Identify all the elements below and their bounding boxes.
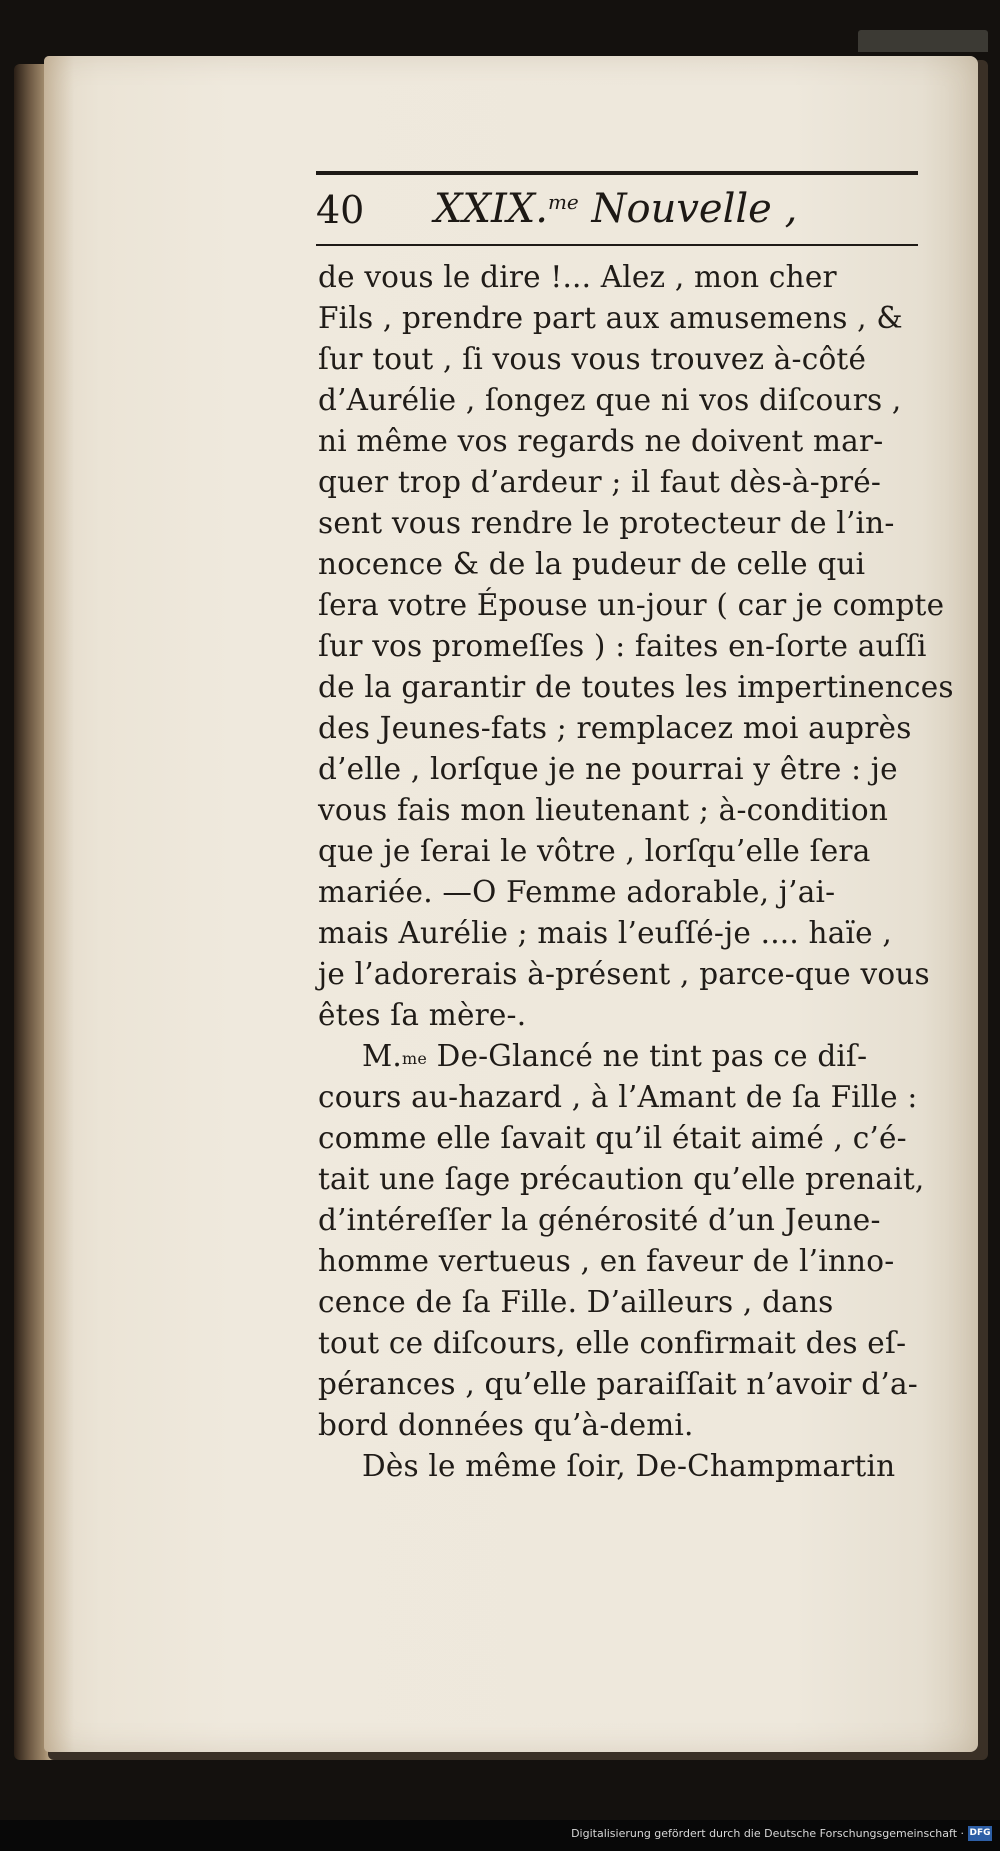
text-line: de vous le dire !... Alez , mon cher xyxy=(318,260,837,294)
text-line: mais Aurélie ; mais l’euſſé-je .... haïe , xyxy=(318,916,892,950)
text-line: ſera votre Épouse un-jour ( car je compte xyxy=(318,588,945,622)
text-line: vous fais mon lieutenant ; à-condition xyxy=(318,793,889,827)
text-line: bord données qu’à-demi. xyxy=(318,1408,694,1442)
title-abbreviation: M. xyxy=(362,1039,402,1073)
text-line: Fils , prendre part aux amusemens , & xyxy=(318,301,903,335)
text-line: je l’adorerais à-présent , parce-que vous xyxy=(318,957,930,991)
text-line: mariée. —O Femme adorable, j’ai- xyxy=(318,875,836,909)
paragraph-first-line: Dès le même ſoir, De-Champmartin xyxy=(362,1449,896,1483)
text-line: d’Aurélie , ſongez que ni vos diſcours , xyxy=(318,383,902,417)
text-line: ni même vos regards ne doivent mar- xyxy=(318,424,884,458)
dfg-logo: DFG xyxy=(968,1826,992,1841)
running-title xyxy=(434,186,797,232)
running-title-superscript: me xyxy=(547,190,579,214)
running-title-rest: Nouvelle , xyxy=(578,186,798,232)
text-line: êtes ſa mère-. xyxy=(318,998,527,1032)
text-line: ſur tout , ſi vous vous trouvez à-côté xyxy=(318,342,867,376)
text-line: d’elle , lorſque je ne pourrai y être : je xyxy=(318,752,898,786)
header-rule-bottom xyxy=(316,244,918,246)
running-title-main: XXIX. xyxy=(434,186,548,232)
text-line: sent vous rendre le protecteur de l’in- xyxy=(318,506,895,540)
paragraph-first-line xyxy=(318,1036,930,1077)
text-line: d’intéreſſer la générosité d’un Jeune- xyxy=(318,1203,881,1237)
title-abbreviation-superscript: me xyxy=(401,1049,428,1068)
body-text xyxy=(318,257,954,1487)
text-line: tait une ſage précaution qu’elle prenait, xyxy=(318,1162,925,1196)
text-line: pérances , qu’elle paraiſſait n’avoir d’a- xyxy=(318,1367,918,1401)
text-line: de la garantir de toutes les impertinences xyxy=(318,670,954,704)
text-line: nocence & de la pudeur de celle qui xyxy=(318,547,866,581)
page-fold-shading xyxy=(44,56,74,1752)
text-line: comme elle ſavait qu’il était aimé , c’é- xyxy=(318,1121,907,1155)
running-header xyxy=(316,182,918,242)
funding-credit: Digitalisierung gefördert durch die Deutsche Forschungsgemeinschaft · xyxy=(571,1827,964,1840)
text-line: que je ſerai le vôtre , lorſqu’elle ſera xyxy=(318,834,871,868)
text-line: des Jeunes-fats ; remplacez moi auprès xyxy=(318,711,912,745)
page-tab-edge xyxy=(858,30,988,52)
text-line: homme vertueus , en faveur de l’inno- xyxy=(318,1244,895,1278)
text-line: quer trop d’ardeur ; il faut dès-à-pré- xyxy=(318,465,882,499)
text-line: ſur vos promeſſes ) : faites en-ſorte auſſi xyxy=(318,629,927,663)
paragraph-first-line-rest: De-Glancé ne tint pas ce diſ- xyxy=(427,1039,868,1073)
digitization-footer xyxy=(0,1820,1000,1851)
text-line: tout ce diſcours, elle confirmait des eſ- xyxy=(318,1326,907,1360)
text-line: cours au-hazard , à l’Amant de ſa Fille : xyxy=(318,1080,918,1114)
header-rule-top xyxy=(316,171,918,175)
page-number: 40 xyxy=(316,188,365,232)
text-line: cence de ſa Fille. D’ailleurs , dans xyxy=(318,1285,834,1319)
